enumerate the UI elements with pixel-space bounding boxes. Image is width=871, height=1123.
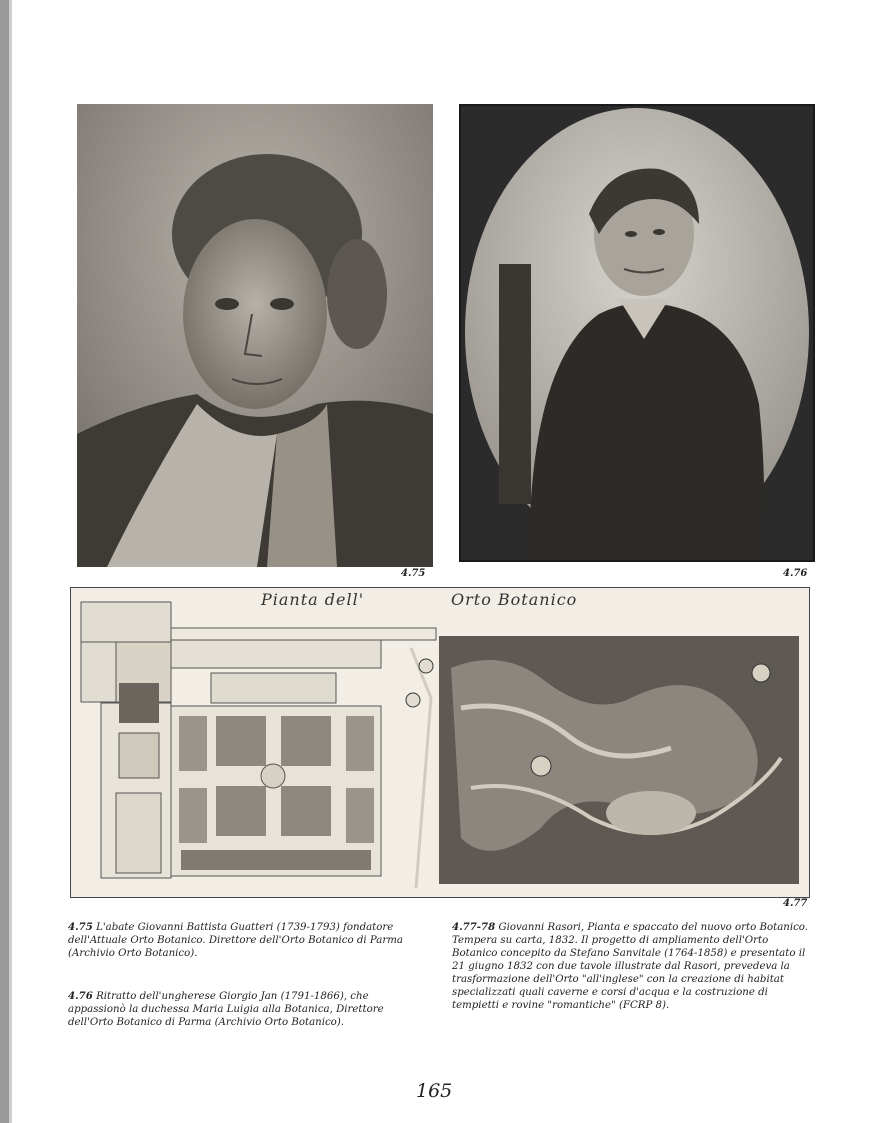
- caption-4-76-text: Ritratto dell'ungherese Giorgio Jan (1791-1866), che appassionò la duchessa Maria Luigia alla Botanica, Direttore dell'Orto Botanico di Parma (Archivio Orto Botanico).: [68, 991, 384, 1028]
- caption-4-76-number: 4.76: [68, 990, 93, 1002]
- caption-4-75-number: 4.75: [68, 921, 93, 933]
- caption-4-77-78: [452, 921, 808, 1012]
- portrait-guatteri-drawing: [77, 104, 433, 567]
- portrait-jan: [459, 104, 815, 562]
- figure-number-4-77: 4.77: [783, 898, 808, 909]
- botanical-garden-plan: [70, 587, 810, 898]
- plan-title-part1: Pianta dell': [261, 590, 365, 609]
- portrait-jan-photo: [459, 104, 815, 562]
- portrait-guatteri: [77, 104, 433, 567]
- caption-4-76: [68, 990, 428, 1029]
- figure-number-4-76: 4.76: [783, 568, 808, 579]
- plan-title-part2: Orto Botanico: [451, 590, 578, 609]
- caption-4-75: [68, 921, 428, 960]
- figure-number-4-75: 4.75: [401, 568, 426, 579]
- binding-gutter-shadow: [9, 0, 12, 1123]
- plan-drawing: [71, 588, 809, 897]
- binding-gutter: [0, 0, 9, 1123]
- caption-4-77-78-text: Giovanni Rasori, Pianta e spaccato del nuovo orto Botanico. Tempera su carta, 1832. Il progetto di ampliamento dell'Orto Botanico concepito da Stefano Sanvitale (1764-1858) e presentato il 21 giugno 1832 con due tavole illustrate dal Rasori, prevedeva la trasformazione dell'Orto "all'inglese" con la creazione di habitat specializzati quali caverne e corsi d'acqua e la costruzione di tempietti e rovine "romantiche" (FCRP 8).: [452, 922, 808, 1011]
- caption-4-75-text: L'abate Giovanni Battista Guatteri (1739-1793) fondatore dell'Attuale Orto Botanico. Direttore dell'Orto Botanico di Parma (Archivio Orto Botanico).: [68, 922, 403, 959]
- page-number: 165: [416, 1080, 453, 1102]
- caption-4-77-78-number: 4.77-78: [452, 921, 496, 933]
